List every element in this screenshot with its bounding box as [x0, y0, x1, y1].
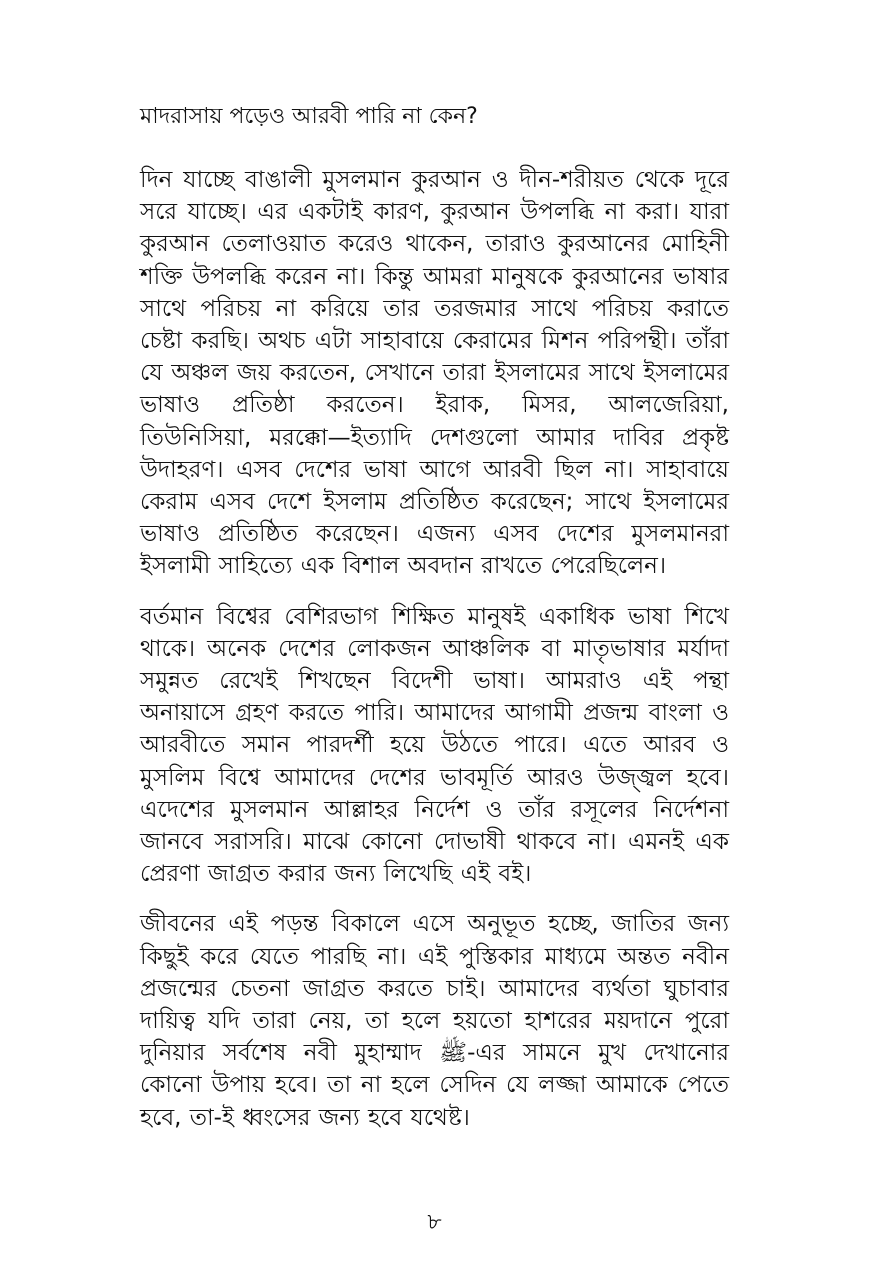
- paragraph-2: বর্তমান বিশ্বের বেশিরভাগ শিক্ষিত মানুষই একাধিক ভাষা শিখে থাকে। অনেক দেশের লোকজন আঞ্চলিক বা মাতৃভাষার মর্যাদা সমুন্নত রেখেই শিখছেন বিদেশী ভাষা। আমরাও এই পন্থা অনায়াসে গ্রহণ করতে পারি। আমাদের আগামী প্রজন্ম বাংলা ও আরবীতে সমান পারদর্শী হয়ে উঠতে পারে। এতে আরব ও মুসলিম বিশ্বে আমাদের দেশের ভাবমূর্তি আরও উজ্জ্বল হবে। এদেশের মুসলমান আল্লাহর নির্দেশ ও তাঁর রসূলের নির্দেশনা জানবে সরাসরি। মাঝে কোনো দোভাষী থাকবে না। এমনই এক প্রেরণা জাগ্রত করার জন্য লিখেছি এই বই।: [140, 603, 729, 888]
- page-heading: মাদরাসায় পড়েও আরবী পারি না কেন?: [140, 104, 478, 129]
- paragraph-1: দিন যাচ্ছে বাঙালী মুসলমান কুরআন ও দীন-শরীয়ত থেকে দূরে সরে যাচ্ছে। এর একটাই কারণ, কুরআন উপলব্ধি না করা। যারা কুরআন তেলাওয়াত করেও থাকেন, তারাও কুরআনের মোহিনী শক্তি উপলব্ধি করেন না। কিন্তু আমরা মানুষকে কুরআনের ভাষার সাথে পরিচয় না করিয়ে তার তরজমার সাথে পরিচয় করাতে চেষ্টা করছি। অথচ এটা সাহাবায়ে কেরামের মিশন পরিপন্থী। তাঁরা যে অঞ্চল জয় করতেন, সেখানে তারা ইসলামের সাথে ইসলামের ভাষাও প্রতিষ্ঠা করতেন। ইরাক, মিসর, আলজেরিয়া, তিউনিসিয়া, মরক্কো—ইত্যাদি দেশগুলো আমার দাবির প্রকৃষ্ট উদাহরণ। এসব দেশের ভাষা আগে আরবী ছিল না। সাহাবায়ে কেরাম এসব দেশে ইসলাম প্রতিষ্ঠিত করেছেন; সাথে ইসলামের ভাষাও প্রতিষ্ঠিত করেছেন। এজন্য এসব দেশের মুসলমানরা ইসলামী সাহিত্যে এক বিশাল অবদান রাখতে পেরেছিলেন।: [140, 167, 729, 580]
- page-number: ৮: [427, 1210, 442, 1235]
- paragraph-3: জীবনের এই পড়ন্ত বিকালে এসে অনুভূত হচ্ছে, জাতির জন্য কিছুই করে যেতে পারছি না। এই পুস্তিকার মাধ্যমে অন্তত নবীন প্রজন্মের চেতনা জাগ্রত করতে চাই। আমাদের ব্যর্থতা ঘুচাবার দায়িত্ব যদি তারা নেয়, তা হলে হয়তো হাশরের ময়দানে পুরো দুনিয়ার সর্বশেষ নবী মুহাম্মাদ ﷺ-এর সামনে মুখ দেখানোর কোনো উপায় হবে। তা না হলে সেদিন যে লজ্জা আমাকে পেতে হবে, তা-ই ধ্বংসের জন্য হবে যথেষ্ট।: [140, 911, 730, 1131]
